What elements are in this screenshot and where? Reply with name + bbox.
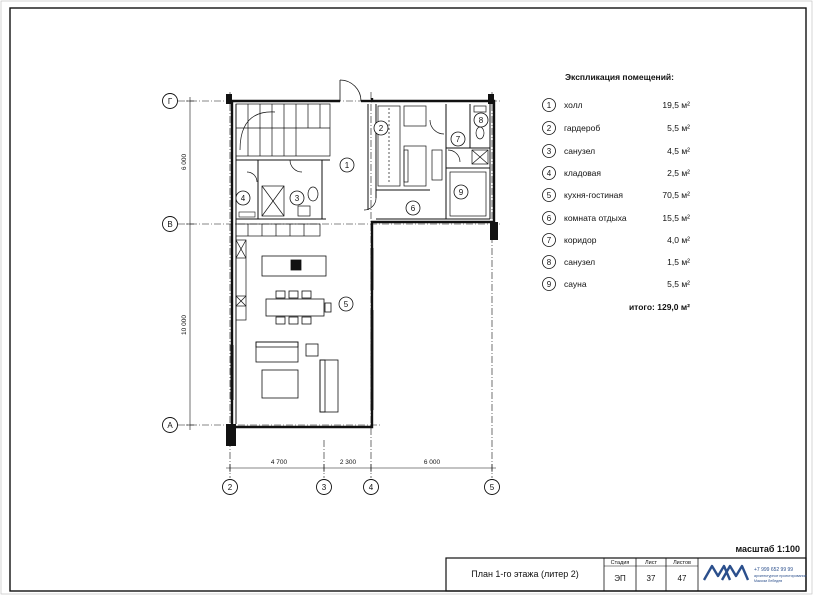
- room-number: 3: [294, 194, 300, 203]
- wall-stubs: [226, 94, 498, 446]
- axis-bubble-4: [364, 480, 379, 495]
- legend-number: 6: [546, 214, 552, 223]
- legend-room-name: комната отдыха: [564, 213, 627, 223]
- axis-label: Г: [167, 97, 173, 106]
- axis-label: 4: [368, 483, 374, 492]
- axis-label: В: [167, 220, 173, 229]
- dimension-2300: 2 300: [339, 459, 357, 466]
- sauna-bench: [450, 150, 488, 216]
- legend-room-name: кладовая: [564, 168, 601, 178]
- bathroom-3-fixtures: [262, 186, 318, 216]
- room-marker-6: [406, 201, 420, 215]
- room-number: 6: [410, 204, 416, 213]
- legend-number: 5: [546, 191, 552, 200]
- legend-room-name: гардероб: [564, 123, 601, 133]
- legend-room-area: 5,5 м²: [667, 123, 690, 133]
- legend-room-area: 70,5 м²: [662, 190, 690, 200]
- room-marker-5: [339, 297, 353, 311]
- axis-label: 3: [321, 483, 327, 492]
- legend-row: [543, 189, 691, 202]
- living-furniture: [232, 342, 338, 412]
- legend-total: итого: 129,0 м²: [628, 302, 690, 312]
- legend-room-name: коридор: [564, 235, 597, 245]
- kitchen-island: [262, 256, 326, 276]
- room-number: 9: [458, 188, 464, 197]
- axis-bubble-a: [163, 418, 178, 433]
- legend-row: [543, 234, 691, 247]
- legend-title: Экспликация помещений:: [565, 72, 674, 82]
- dimension-6000-v: 6 000: [181, 153, 188, 171]
- value-sheet: 37: [646, 574, 656, 583]
- room-number: 7: [455, 135, 461, 144]
- room-number: 4: [240, 194, 246, 203]
- room-marker-8: [474, 113, 488, 127]
- exterior-walls: [232, 98, 494, 427]
- axis-bubble-g: [163, 94, 178, 109]
- room-marker-2: [374, 121, 388, 135]
- room-marker-9: [454, 185, 468, 199]
- lounge-furniture: [404, 146, 442, 186]
- scale-label: масштаб 1:100: [735, 544, 800, 554]
- legend-row: [543, 212, 691, 225]
- legend-number: 3: [546, 147, 552, 156]
- company-logo: [704, 566, 806, 583]
- logo-line-2: архитектурное проектирование: [754, 574, 807, 578]
- dimension-4700: 4 700: [270, 459, 288, 466]
- dining-table: [266, 291, 331, 324]
- header-sheets: Листов: [673, 560, 691, 566]
- room-marker-4: [236, 191, 250, 205]
- legend-row: [543, 278, 691, 291]
- room-marker-3: [290, 191, 304, 205]
- storage-shelves: [239, 212, 255, 217]
- entrance-door: [340, 80, 361, 101]
- header-stage: Стадия: [610, 560, 630, 566]
- legend-room-area: 1,5 м²: [667, 257, 690, 267]
- room-marker-1: [340, 158, 354, 172]
- drawing-frame: [10, 8, 806, 591]
- room-number: 5: [343, 300, 349, 309]
- axis-lines: [178, 92, 502, 478]
- interior-walls: [236, 104, 490, 424]
- axis-bubble-5: [485, 480, 500, 495]
- room-number: 2: [378, 124, 384, 133]
- logo-line-3: Максим Лебедев: [754, 579, 783, 583]
- axis-bubble-2: [223, 480, 238, 495]
- axis-bubble-3: [317, 480, 332, 495]
- legend-row: [543, 122, 691, 135]
- room-number: 1: [344, 161, 350, 170]
- legend-number: 2: [546, 124, 552, 133]
- legend-row: [543, 167, 691, 180]
- legend-room-area: 19,5 м²: [662, 100, 690, 110]
- legend-row: [543, 256, 691, 269]
- sheet-outer-frame: [1, 1, 812, 594]
- axis-label: А: [167, 421, 173, 430]
- legend-room-area: 4,5 м²: [667, 146, 690, 156]
- legend-room-area: 4,0 м²: [667, 235, 690, 245]
- dimension-10000-v: 10 000: [181, 315, 188, 335]
- legend-room-name: санузел: [564, 146, 596, 156]
- legend-row: [543, 99, 691, 112]
- legend-room-name: кухня-гостиная: [564, 190, 623, 200]
- axis-label: 5: [489, 483, 495, 492]
- value-sheets: 47: [677, 574, 687, 583]
- legend-room-name: холл: [564, 100, 583, 110]
- room-marker-7: [451, 132, 465, 146]
- legend-row: [543, 145, 691, 158]
- room-legend: [543, 72, 691, 312]
- legend-room-area: 5,5 м²: [667, 279, 690, 289]
- legend-number: 1: [546, 101, 552, 110]
- legend-room-name: санузел: [564, 257, 596, 267]
- legend-number: 4: [546, 169, 552, 178]
- header-sheet: Лист: [645, 560, 657, 566]
- axis-bubble-v: [163, 217, 178, 232]
- legend-number: 8: [546, 258, 552, 267]
- staircase: [236, 104, 330, 156]
- logo-phone: +7 999 652 99 99: [754, 567, 794, 573]
- legend-number: 9: [546, 280, 552, 289]
- dimension-6000-h: 6 000: [423, 459, 441, 466]
- legend-number: 7: [546, 236, 552, 245]
- legend-room-area: 15,5 м²: [662, 213, 690, 223]
- axis-label: 2: [227, 483, 233, 492]
- value-stage: ЭП: [614, 574, 626, 583]
- kitchen-counters: [236, 224, 320, 320]
- drawing-title: План 1-го этажа (литер 2): [471, 569, 579, 579]
- legend-room-area: 2,5 м²: [667, 168, 690, 178]
- room-number: 8: [478, 116, 484, 125]
- legend-room-name: сауна: [564, 279, 587, 289]
